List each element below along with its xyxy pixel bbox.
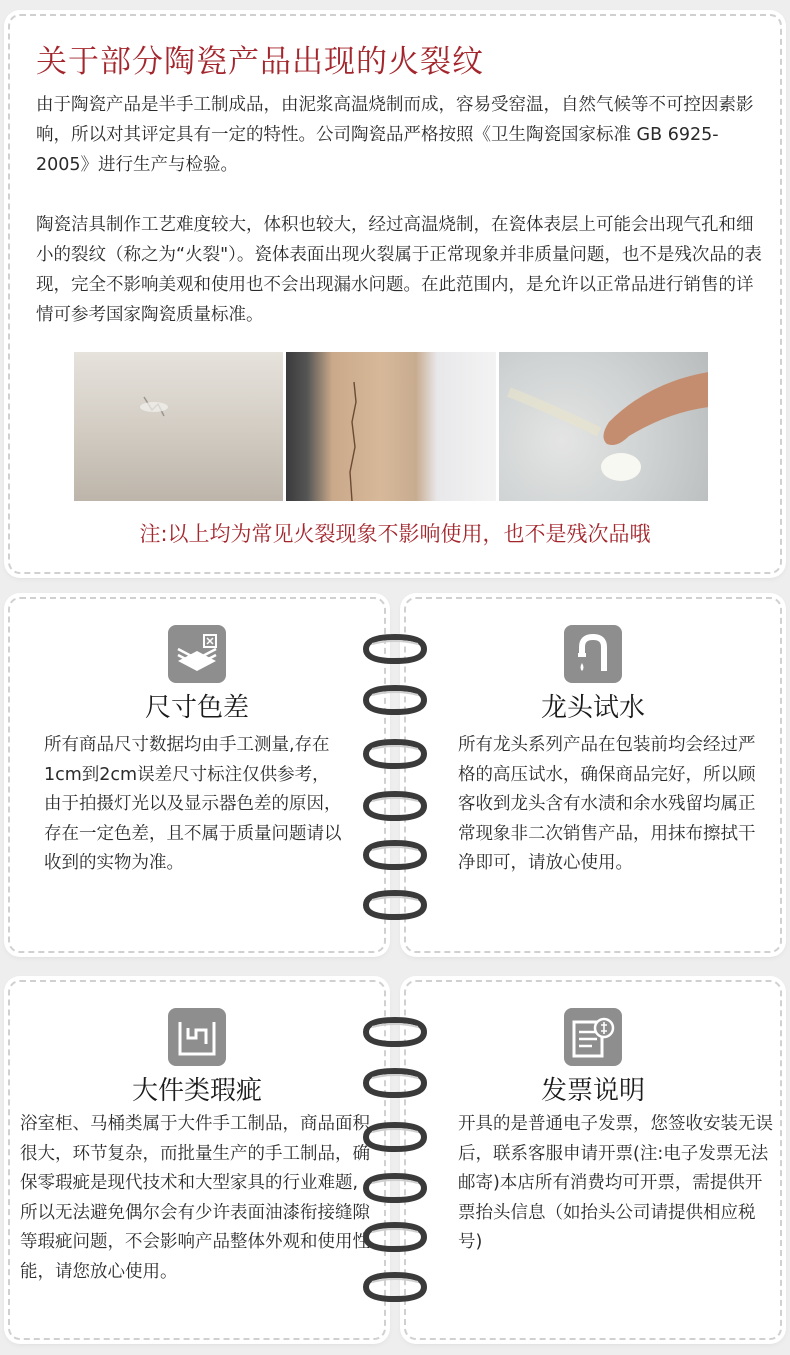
faucet-icon: [564, 625, 622, 683]
binder-ring: [358, 1220, 432, 1254]
faucet-test-text: 所有龙头系列产品在包装前均会经过严格的高压试水，确保商品完好，所以顾客收到龙头含有水渍和余水残留均属正常现象非二次销售产品，用抹布擦拭干净即可，请放心使用。: [458, 735, 756, 873]
large-item-defect-card: [8, 980, 386, 1340]
invoice-card: [404, 980, 782, 1340]
binder-ring: [358, 1066, 432, 1100]
binder-ring: [358, 683, 432, 717]
crack-explanation-paragraph: 陶瓷洁具制作工艺难度较大，体积也较大，经过高温烧制，在瓷体表层上可能会出现气孔和细小的裂纹（称之为“火裂"）。瓷体表面出现火裂属于正常现象并非质量问题，也不是残次品的表现，完全不影响美观和使用也不会出现漏水问题。在此范围内，是允许以正常品进行销售的详情可参考国家陶瓷质量标准。: [36, 215, 762, 325]
ruler-icon: [168, 625, 226, 683]
invoice-text: 开具的是普通电子发票，您签收安装无误后，联系客服申请开票(注:电子发票无法邮寄)本店所有消费均可开票，需提供开票抬头信息（如抬头公司请提供相应税号): [458, 1114, 773, 1252]
faucet-test-title: 龙头试水: [540, 693, 645, 723]
binder-ring: [358, 789, 432, 823]
large-item-text: 浴室柜、马桶类属于大件手工制品，商品面积很大，环节复杂，而批量生产的手工制品，确保零瑕疵是现代技术和大型家具的行业难题,所以无法避免偶尔会有少许表面油漆衔接缝隙等瑕疵问题，不会影响产品整体外观和使用性能，请您放心使用。: [20, 1114, 370, 1282]
binder-ring: [358, 1171, 432, 1205]
crack-photo-edge: [286, 352, 495, 501]
faucet-test-card: [404, 597, 782, 953]
intro-paragraph: 由于陶瓷产品是半手工制成品，由泥浆高温烧制而成，容易受窑温，自然气候等不可控因素影响，所以对其评定具有一定的特性。公司陶瓷品严格按照《卫生陶瓷国家标准 GB 6925-2005》进行生产与检验。: [36, 95, 754, 175]
invoice-icon: [564, 1008, 622, 1066]
binder-ring: [358, 1120, 432, 1154]
binder-ring: [358, 1015, 432, 1049]
crack-photo-basin: [74, 352, 283, 501]
page-title: 关于部分陶瓷产品出现的火裂纹: [36, 44, 484, 80]
binder-ring: [358, 737, 432, 771]
binder-ring: [358, 632, 432, 666]
invoice-title: 发票说明: [540, 1076, 645, 1106]
binder-ring: [358, 888, 432, 922]
size-color-text: 所有商品尺寸数据均由手工测量,存在1cm到2cm误差尺寸标注仅供参考，由于拍摄灯光以及显示器色差的原因，存在一定色差，且不属于质量问题请以收到的实物为准。: [44, 735, 342, 873]
crack-note: 注:以上均为常见火裂现象不影响使用，也不是残次品哦: [139, 522, 651, 546]
large-item-title: 大件类瑕疵: [131, 1076, 262, 1106]
size-color-title: 尺寸色差: [144, 693, 249, 723]
crack-photo-strip: [74, 352, 708, 501]
furniture-icon: [168, 1008, 226, 1066]
binder-ring: [358, 1270, 432, 1304]
crack-notice-card: [8, 14, 782, 574]
crack-photo-finger: [499, 352, 708, 501]
size-color-card: [8, 597, 386, 953]
binder-ring: [358, 838, 432, 872]
